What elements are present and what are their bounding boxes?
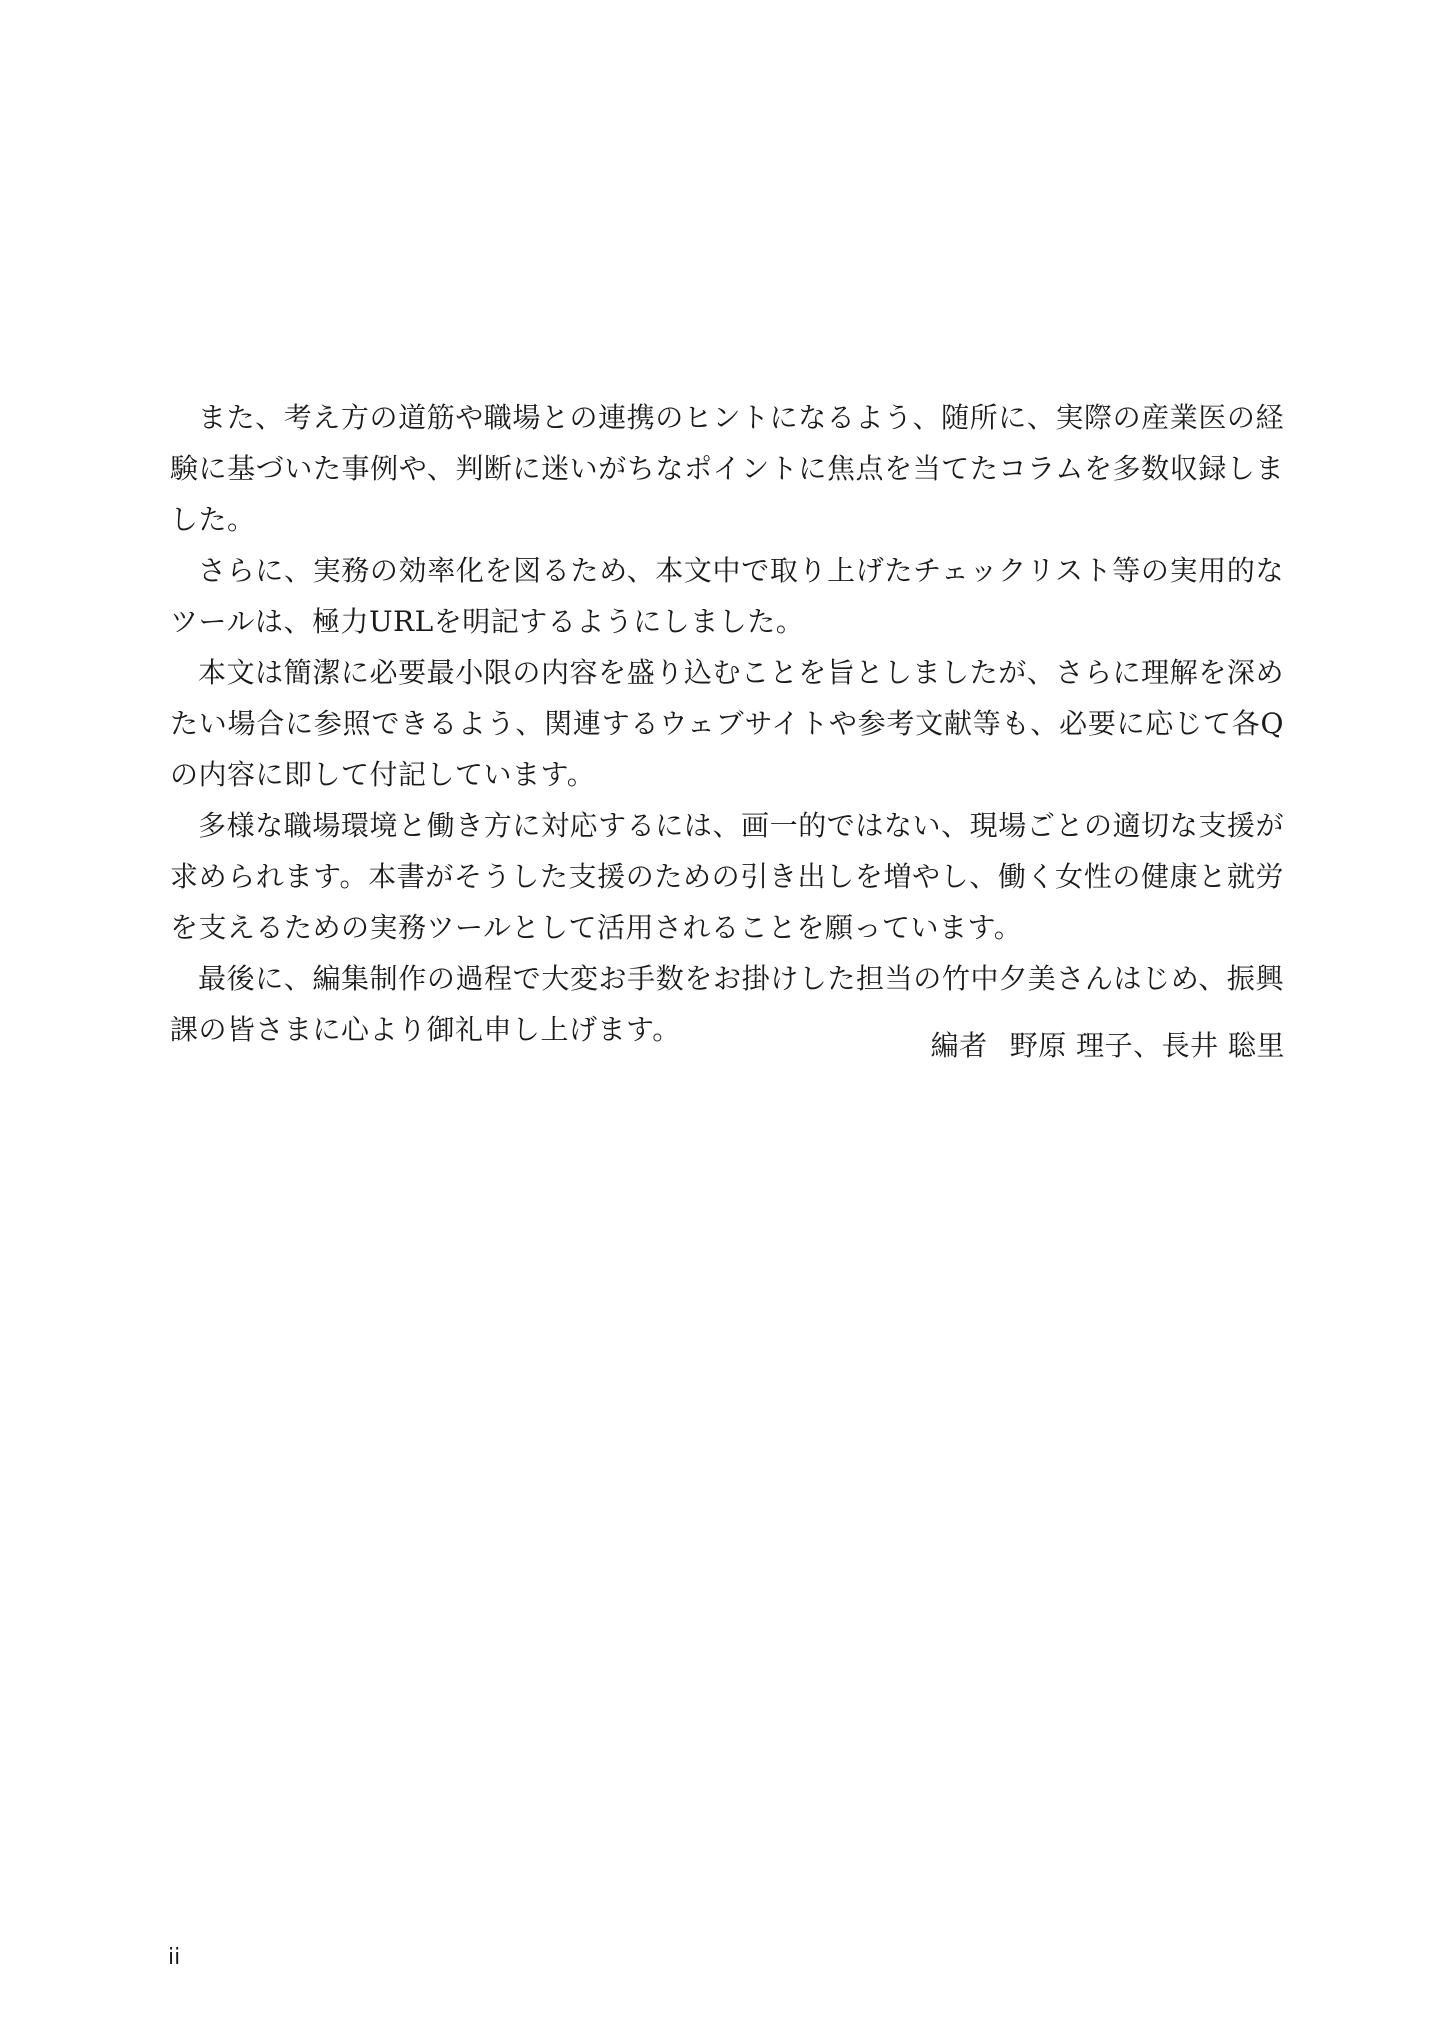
page-number: ii: [168, 1945, 181, 1970]
paragraph-1: また、考え方の道筋や職場との連携のヒントになるよう、随所に、実際の産業医の経験に基づいた事例や、判断に迷いがちなポイントに焦点を当てたコラムを多数収録しました。: [170, 401, 1284, 536]
paragraph-3: 本文は簡潔に必要最小限の内容を盛り込むことを旨としましたが、さらに理解を深めたい場合に参照できるよう、関連するウェブサイトや参考文献等も、必要に応じて各Qの内容に即して付記しています。: [170, 656, 1284, 791]
paragraph-4: 多様な職場環境と働き方に対応するには、画一的ではない、現場ごとの適切な支援が求められます。本書がそうした支援のための引き出しを増やし、働く女性の健康と就労を支えるための実務ツールとして活用されることを願っています。: [170, 809, 1284, 944]
editor-signature: [931, 1020, 1285, 1071]
body-text: [170, 392, 1284, 1055]
paragraph-2: さらに、実務の効率化を図るため、本文中で取り上げたチェックリスト等の実用的なツールは、極力URLを明記するようにしました。: [170, 554, 1284, 638]
editor-names: 野原 理子、長井 聡里: [1009, 1029, 1285, 1062]
editor-role: 編者: [930, 1029, 988, 1062]
paragraph-5: 最後に、編集制作の過程で大変お手数をお掛けした担当の竹中夕美さんはじめ、振興課の皆さまに心より御礼申し上げます。: [170, 962, 1284, 1046]
